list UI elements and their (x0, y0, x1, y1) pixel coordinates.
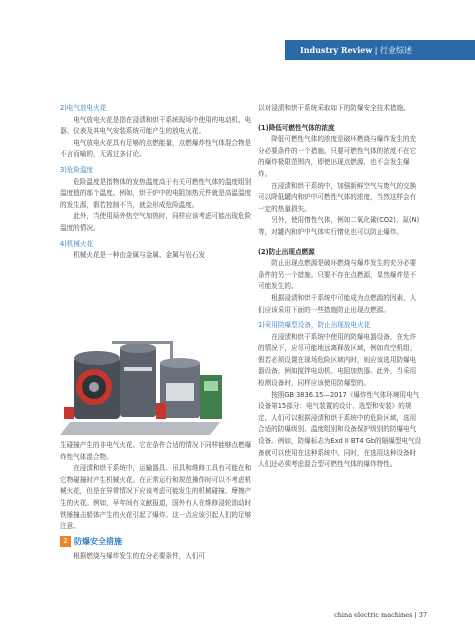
footer-separator: | (414, 611, 419, 619)
header-title-en: Industry Review (300, 45, 373, 55)
paragraph: 根据浸渍和烘干系统中可能成为点燃源的因素，人们应该采用下面的一些措施防止出现点燃源。 (258, 293, 417, 314)
section-title: 防爆安全措施 (74, 536, 122, 546)
paragraph: 在浸渍和烘干系统中，加强新鲜空气与废气的交换可以降低罐内和炉中可燃性气体的浓度，当然这样会有一定的热量损失。 (258, 181, 417, 213)
paragraph: 根据燃烧与爆炸发生的充分必要条件，人们可 (73, 552, 206, 561)
section-heading: 4)机械火花 (60, 239, 94, 248)
paragraph: 电气放电火花是指在浸渍和烘干系统现场中使用的电动机、电器、仪表及其电气安装系统可能产生的放电火花。 (60, 115, 252, 136)
section-heading-2 (60, 536, 252, 549)
right-column (258, 103, 422, 471)
paragraph: 机械火花是一种由金属与金属、金属与岩石发 (73, 251, 206, 260)
paragraph: 以对浸渍和烘干系统采取如下的防爆安全技术措施。 (258, 104, 410, 112)
section-heading: 3)危险温度 (60, 165, 94, 174)
paragraph: 降低可燃性气体的浓度是破坏燃烧与爆炸发生的充分必要条件的一个措施。只要可燃性气体的浓度不在它的爆炸极限范围内，即使出现点燃源，也不会发生爆炸。 (258, 135, 417, 178)
page-footer (334, 611, 427, 619)
section-heading: 2)电气放电火花 (60, 104, 107, 112)
paragraph: 电气放电火花具有足够的点燃能量，点燃爆炸性气体混合物是不言而喻的，无需过多讨论。 (60, 138, 252, 159)
section-number-badge: 2 (60, 536, 71, 547)
left-column-bottom (60, 440, 252, 563)
paragraph: 危险温度是指物体的发热温度高于有关可燃性气体的温度组别温度值的那个温度。例如，烘干炉中的电阻加热元件就是高温温度的发生源，假若控制不当，就会形成危险温度。 (60, 177, 252, 209)
paragraph: 在浸渍和烘干系统中，运输器具、吊具和维修工具有可能在和它物碰撞时产生机械火花。在正常运行和规范操作时可以不考虑机械火花，但是在异常情况下应该考虑可能发生的机械碰撞、摩擦产生的火花。例如，早年间有文献报道，国外有人在维修浸轮油动时铁锤撞击船体产生的火花引起了爆炸。这一点应该引起人们的足够注意。 (60, 464, 252, 531)
header-title (300, 45, 412, 56)
paragraph: 另外，使用惰性气体，例如二氧化碳(CO2)、氮(N)等，对罐内和炉中气体实行惰化也可以防止爆炸。 (258, 216, 420, 236)
subsection-heading: (2)防止出现点燃源 (258, 247, 315, 256)
left-column-top (60, 103, 252, 262)
section-heading: 1)采用防爆型设备，防止出现放电火花 (258, 321, 371, 330)
footer-journal: china electric machines (334, 611, 413, 619)
header-title-cn: 行业综述 (380, 46, 413, 55)
page-number: 37 (418, 611, 427, 619)
paragraph: 此外，当使用局外热空气加热时，同样应该考虑可能出现危险温度的情况。 (60, 212, 252, 232)
paragraph: 在浸渍和烘干系统中使用的防爆电器设备，在允许的情况下，应尽可能地远离释放区域，例如真空机组；假若必须设置在现场危险区域内时，则应该选用防爆电器设备，例如搅拌电动机、电阻加热器。此外，当采用检测设备时，同样应该使用防爆型的。 (258, 332, 417, 388)
machinery-illustration (60, 327, 231, 439)
subsection-heading: (1)降低可燃性气体的浓度 (258, 123, 335, 132)
paragraph: 生碰撞产生的非电气火花。它在条件合适的情况下同样能够点燃爆炸性气体混合物。 (60, 441, 252, 461)
paragraph: 按照GB 3836.15—2017《爆炸性气体环境用电气设备第15部分：电气装置的设计、选型和安装》的规定，人们可以根据浸渍和烘干系统中的危险区域，选用合适的防爆级别、温度组别和设备保护级别的防爆电气设备。例如，防爆标志为Exd II BT4 Gb的隔爆型电气设备就可以使用在这种系统中。同时，在选用这种设备时人们还必须考虑混合型可燃性气体的爆炸特性。 (258, 390, 422, 469)
paragraph: 防止出现点燃源是破坏燃烧与爆炸发生的充分必要条件的另一个措施。只要不存在点燃源，显然爆炸是不可能发生的。 (258, 259, 417, 291)
header-separator: | (374, 46, 381, 55)
